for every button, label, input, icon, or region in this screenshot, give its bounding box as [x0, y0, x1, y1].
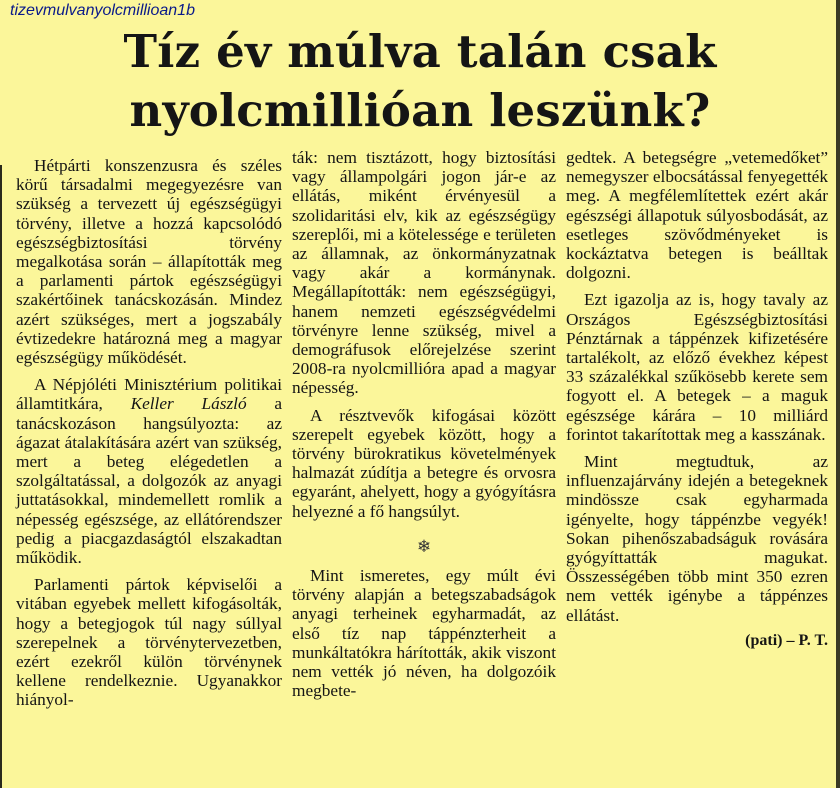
section-separator-icon: ❄	[416, 536, 432, 556]
paragraph: Ezt igazolja az is, hogy tavaly az Országos Egészségbiztosítási Pénztárnak a táppénzek kifizetésére tartalékolt, az előző évekhez képest 33 százalékkal szűkösebb kerete sem fogyott el. A betegek – a maguk egészsége kárára – 10 milliárd forintot takarítottak meg a kasszának.	[566, 290, 828, 444]
byline-signature: (pati) – P. T.	[745, 631, 828, 649]
paragraph: Parlamenti pártok képviselői a vitában egyebek mellett kifogásolták, hogy a betegjogok túl nagy súllyal szerepelnek a törvénytervezetben, ezért ezekről külön törvénynek kellene rendelkeznie. Ugyanakkor hiányol-	[16, 575, 282, 710]
paragraph: Mint ismeretes, egy múlt évi törvény alapján a betegszabadságok anyagi terheinek egyharmadát, az első tíz nap táppénzterheit a munkáltatókra hárították, akik viszont nem vették jó néven, ha dolgozóik megbete-	[292, 566, 556, 701]
paragraph: ták: nem tisztázott, hogy biztosítási vagy állampolgári jogon jár-e az ellátás, miként érvényesül a szolidaritási elv, kik az egészségügy szereplői, mi a kötelessége e területen az államnak, az önkormányzatnak vagy akár a kormánynak. Megállapították: nem egészségügyi, hanem nemzeti egészségvédelmi törvényre lenne szükség, mivel a demográfusok előrejelzése szerint 2008-ra nyolcmillióra apad a magyar népesség.	[292, 148, 556, 398]
right-page-edge	[834, 0, 840, 788]
headline-line-2: nyolcmillióan leszünk?	[129, 84, 711, 137]
paragraph: A Népjóléti Minisztérium politikai államtitkára, Keller László a tanácskozáson hangsúlyozta: az ágazat átalakítására azért van szükség, mert a beteg elégedetlen a szolgáltatással, a dolgozók az anyagi juttatásokkal, mindemellett romlik a népesség egészsége, az ellátórendszer pedig a piacgazdaságtól elszakadtan működik.	[16, 375, 282, 568]
column-2	[292, 148, 556, 700]
paragraph: A résztvevők kifogásai között szerepelt egyebek között, hogy a törvény bürokratikus követelmények halmazát zúdítja a betegre és orvosra egyaránt, ahelyett, hogy a gyógyításra helyezné a fő hangsúlyt.	[292, 405, 556, 521]
file-tag: tizevmulvanyolcmillioan1b	[6, 2, 199, 20]
paragraph: Mint megtudtuk, az influenzajárvány idején a betegeknek mindössze csak egyharmada igényelte, hogy táppénzbe vegyék! Sokan pihenőszabadságuk rovására gyógyíttatták magukat. Összességében több mint 350 ezren nem vették igénybe a táppénzes ellátást.	[566, 452, 828, 625]
paragraph: Hétpárti konszenzusra és széles körű társadalmi megegyezésre van szükség a tervezett új egészségügyi törvény, illetve a hozzá kapcsolódó egészségbiztosítási törvény megalkotása során – állapították meg a parlamenti pártok egészségügyi szakértőinek tanácskozásán. Mindez azért szükséges, mert a jogszabály évtizedekre határozná meg a magyar egészségügy működését.	[16, 156, 282, 368]
paragraph: gedtek. A betegségre „vetemedőket” nemegyszer elbocsátással fenyegették meg. A megfélemlítettek ezért akár egészségi állapotuk súlyosbodását, az esetleges szövődményeket is kockáztatva betegen is beálltak dolgozni.	[566, 148, 828, 283]
column-1	[16, 156, 282, 710]
left-page-edge	[0, 165, 9, 788]
headline	[20, 22, 820, 140]
column-3	[566, 148, 828, 650]
headline-line-1: Tíz év múlva talán csak	[123, 25, 717, 78]
person-name: Keller László	[130, 394, 247, 414]
